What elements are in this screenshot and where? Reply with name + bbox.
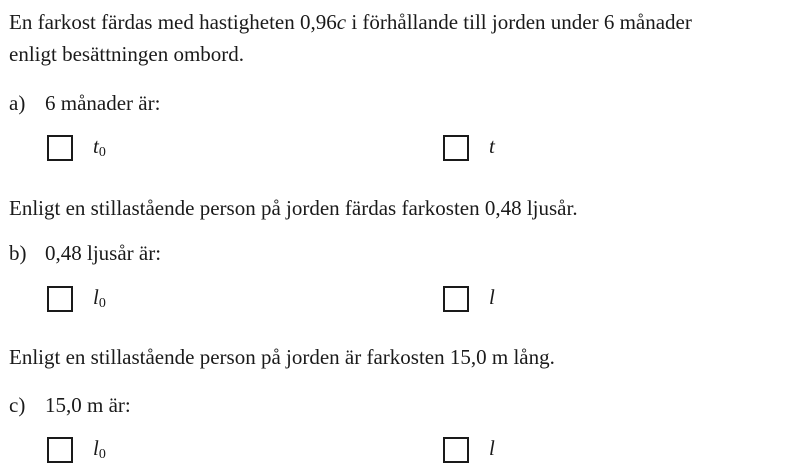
question-a-letter: a) [9,91,26,115]
question-b-option-l0 [47,285,106,312]
question-a-option-t0 [47,134,106,161]
question-b-letter: b) [9,241,27,265]
question-b-text: 0,48 ljusår är: [45,241,162,265]
question-c-letter: c) [9,393,26,417]
option-symbol: l [489,285,495,309]
checkbox-b-l0[interactable] [47,286,73,312]
option-symbol: $t_0$ [93,134,106,160]
question-c-text: 15,0 m är: [45,393,131,417]
question-c-option-l0 [47,436,106,463]
question-b-option-l [443,285,495,312]
checkbox-a-t[interactable] [443,135,469,161]
question-a-text: 6 månader är: [45,91,161,115]
statement-b: Enligt en stillastående person på jorden färdas farkosten 0,48 ljusår. [9,196,578,220]
question-b-label [9,241,161,265]
intro-line-2: enligt besättningen ombord. [9,42,245,66]
question-a-option-t [443,134,495,161]
intro-text-pre: En farkost färdas med hastigheten 0,96 [9,10,337,34]
question-c-label [9,393,131,417]
checkbox-c-l0[interactable] [47,437,73,463]
statement-c: Enligt en stillastående person på jorden är farkosten 15,0 m lång. [9,345,555,369]
intro-line-1 [9,10,692,34]
speed-of-light-symbol: c [336,10,347,34]
checkbox-a-t0[interactable] [47,135,73,161]
checkbox-b-l[interactable] [443,286,469,312]
intro-text-post: i förhållande till jorden under 6 månader [346,10,692,34]
question-a-label [9,91,160,115]
option-symbol: l [489,436,495,460]
question-c-option-l [443,436,495,463]
option-symbol: $l_0$ [93,436,106,462]
option-symbol: $l_0$ [93,285,106,311]
checkbox-c-l[interactable] [443,437,469,463]
option-symbol: t [489,134,495,158]
